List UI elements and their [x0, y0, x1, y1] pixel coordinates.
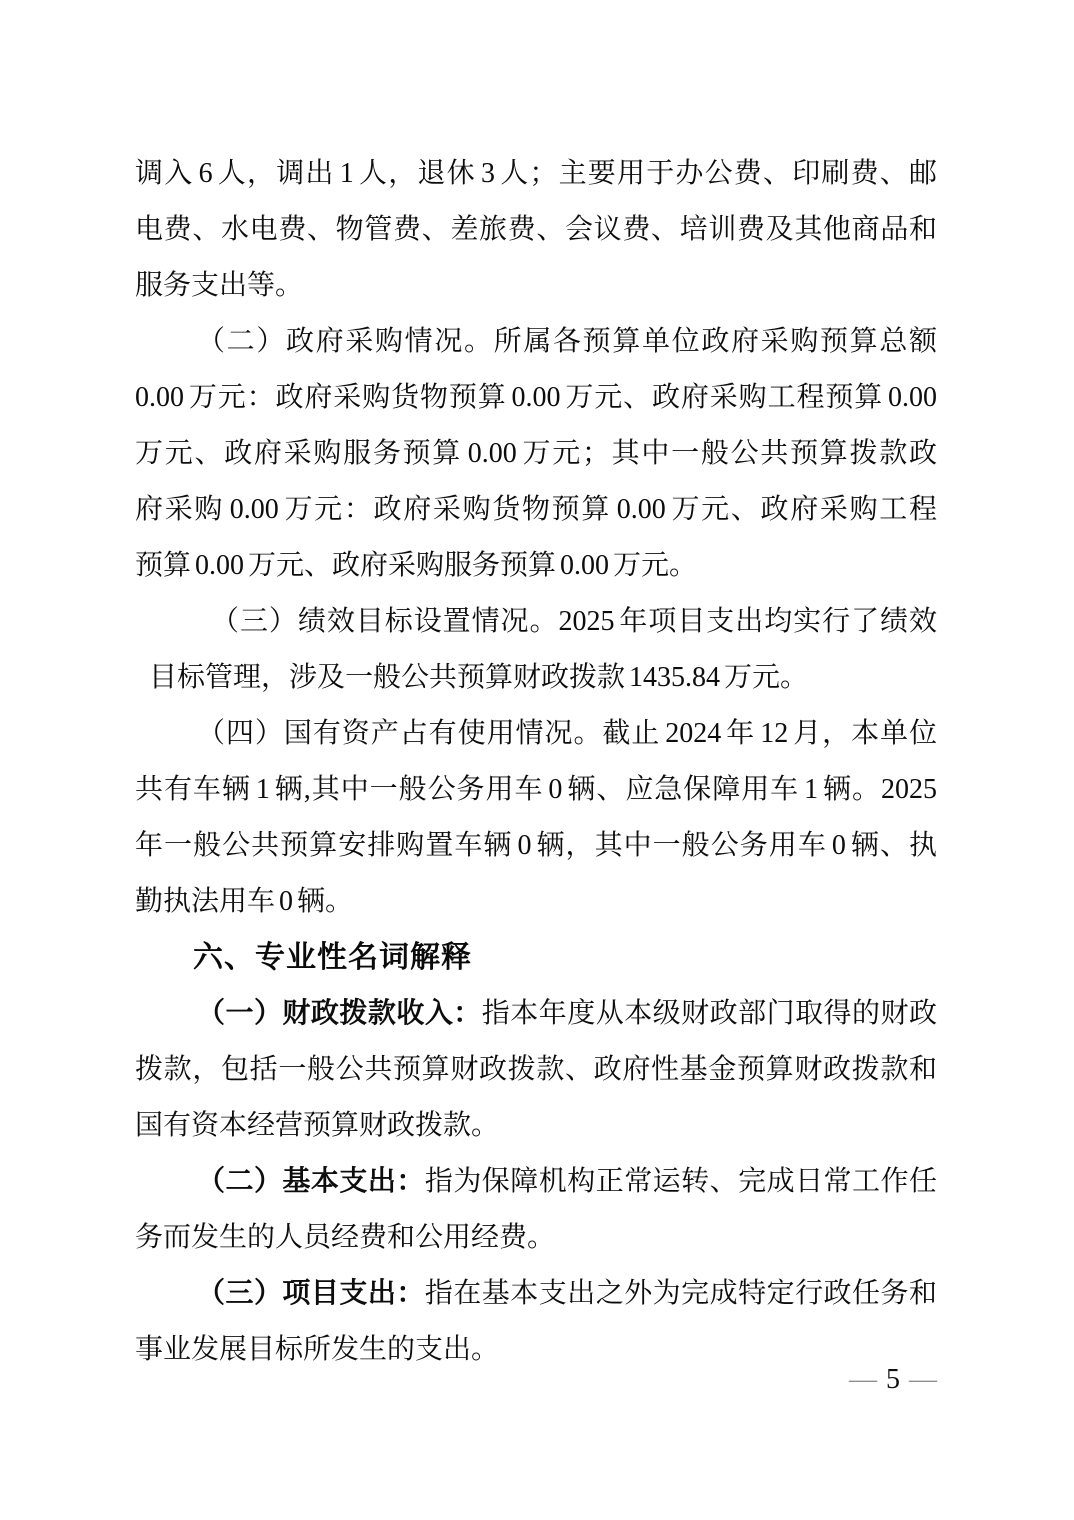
text-line: 电费、水电费、物管费、差旅费、会议费、培训费及其他商品和 — [135, 214, 937, 245]
text-line: 拨款，包括一般公共预算财政拨款、政府性基金预算财政拨款和 — [135, 1054, 937, 1085]
page-number: 5 — [886, 1364, 900, 1395]
para-government-procurement — [135, 314, 937, 594]
para-def-project-expenditure — [135, 1266, 937, 1378]
text-line: 0.00 万元：政府采购货物预算 0.00 万元、政府采购工程预算 0.00 — [135, 382, 937, 413]
text-line: 服务支出等。 — [135, 270, 304, 301]
footer-dash-right: — — [909, 1364, 937, 1395]
text-line: 务而发生的人员经费和公用经费。 — [135, 1222, 556, 1253]
para-performance-targets — [149, 594, 937, 706]
term-label: （三）项目支出： — [197, 1278, 425, 1309]
text-line: 预算 0.00 万元、政府采购服务预算 0.00 万元。 — [135, 550, 698, 581]
text-line: 共有车辆 1 辆,其中一般公务用车 0 辆、应急保障用车 1 辆。2025 — [135, 774, 937, 805]
para-state-assets — [135, 706, 937, 930]
text-line: （一）财政拨款收入：指本年度从本级财政部门取得的财政 — [197, 998, 937, 1029]
text-line: 勤执法用车 0 辆。 — [135, 886, 354, 917]
text-line: 调入 6 人，调出 1 人，退休 3 人；主要用于办公费、印刷费、邮 — [135, 158, 937, 189]
para-def-basic-expenditure — [135, 1154, 937, 1266]
term-label: （二）基本支出： — [197, 1166, 425, 1197]
text-line: （二）基本支出：指为保障机构正常运转、完成日常工作任 — [197, 1166, 937, 1197]
heading-terminology: 六、专业性名词解释 — [193, 940, 472, 975]
para-def-fiscal-appropriation-income — [135, 986, 937, 1154]
term-label: （一）财政拨款收入： — [197, 998, 482, 1029]
text-line: 府采购 0.00 万元：政府采购货物预算 0.00 万元、政府采购工程 — [135, 494, 937, 525]
text-line: 万元、政府采购服务预算 0.00 万元；其中一般公共预算拨款政 — [135, 438, 937, 469]
text-line: （三）项目支出：指在基本支出之外为完成特定行政任务和 — [197, 1278, 937, 1309]
text-line: （二）政府采购情况。所属各预算单位政府采购预算总额 — [197, 326, 937, 357]
para-personnel-expenses — [135, 146, 937, 314]
text-line: 事业发展目标所发生的支出。 — [135, 1334, 500, 1365]
text-line: （三）绩效目标设置情况。2025 年项目支出均实行了绩效 — [211, 606, 937, 637]
page-footer — [849, 1364, 937, 1396]
footer-dash-left: — — [849, 1364, 877, 1395]
document-content — [135, 146, 937, 1378]
text-line: 年一般公共预算安排购置车辆 0 辆，其中一般公务用车 0 辆、执 — [135, 830, 937, 861]
text-line: 目标管理，涉及一般公共预算财政拨款 1435.84 万元。 — [149, 662, 809, 693]
text-line: （四）国有资产占有使用情况。截止 2024 年 12 月，本单位 — [197, 718, 937, 749]
text-line: 国有资本经营预算财政拨款。 — [135, 1110, 500, 1141]
